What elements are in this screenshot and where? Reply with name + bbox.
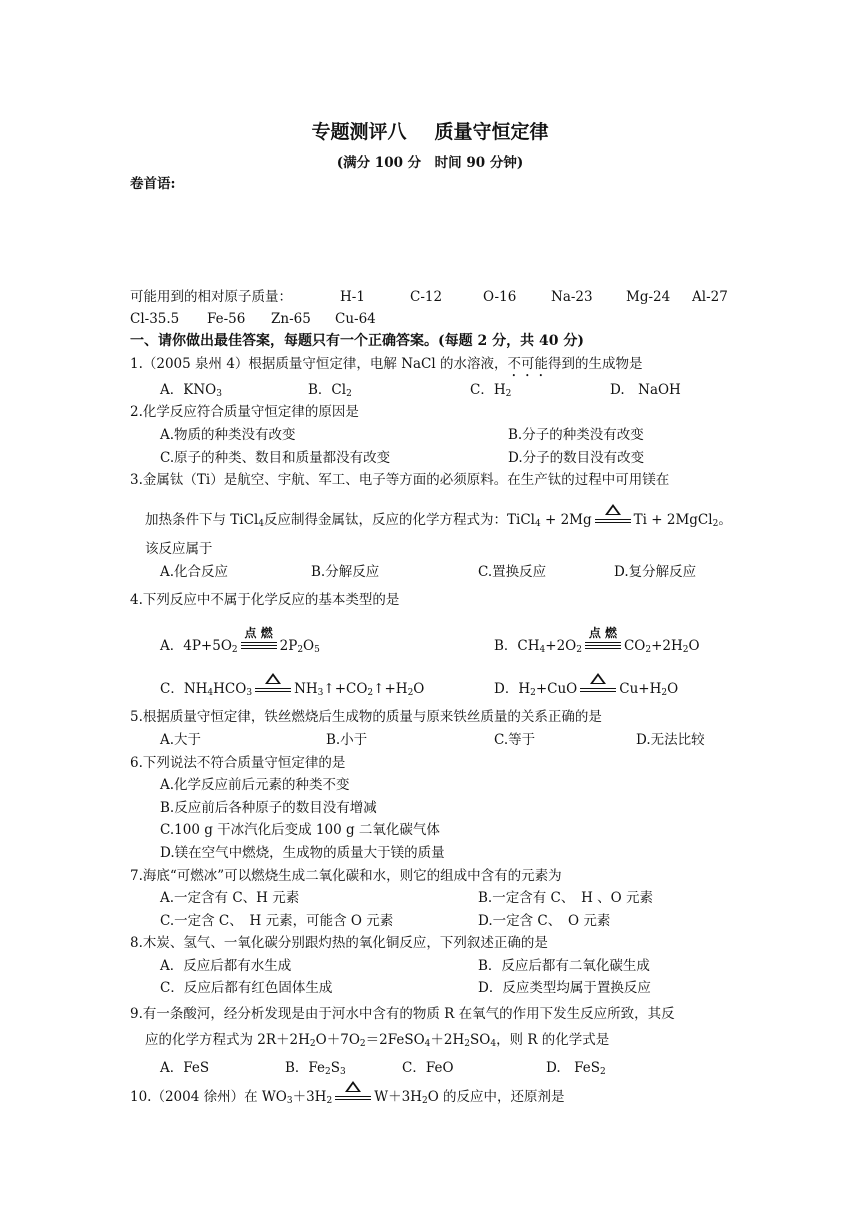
- question-9-option-c: C．FeO: [402, 1060, 454, 1076]
- atomic-mass-h: H-1: [340, 289, 365, 305]
- heating-triangle-icon: [590, 673, 606, 684]
- atomic-mass-mg: Mg-24: [626, 289, 671, 305]
- title-topic-name: 质量守恒定律: [434, 121, 549, 143]
- ignition-condition-sign: 点 燃: [239, 636, 279, 652]
- atomic-mass-na: Na-23: [551, 289, 593, 305]
- question-5-option-c: C.等于: [494, 732, 536, 748]
- question-3-option-d: D.复分解反应: [614, 564, 697, 580]
- question-2-stem: 2.化学反应符合质量守恒定律的原因是: [130, 404, 359, 420]
- question-6-option-a: A.化学反应前后元素的种类不变: [160, 777, 350, 793]
- question-8-option-b: B．反应后都有二氧化碳生成: [478, 958, 650, 974]
- heating-triangle-icon: [265, 673, 281, 684]
- question-5-option-a: A.大于: [160, 732, 202, 748]
- question-5-stem: 5.根据质量守恒定律，铁丝燃烧后生成物的质量与原来铁丝质量的关系正确的是: [130, 709, 602, 725]
- heating-triangle-icon: [605, 504, 621, 515]
- question-4-option-b: B．$CH_4+2O_2$ 点 燃 $CO_2+2H_2O$: [494, 626, 700, 655]
- question-8-option-a: A．反应后都有水生成: [160, 958, 292, 974]
- question-3-stem-line3: 该反应属于: [145, 541, 213, 557]
- question-9-option-a: A．FeS: [160, 1060, 210, 1076]
- question-8-stem: 8.木炭、氢气、一氧化碳分别跟灼热的氧化铜反应，下列叙述正确的是: [130, 935, 548, 951]
- question-6-option-d: D.镁在空气中燃烧，生成物的质量大于镁的质量: [160, 845, 445, 861]
- atomic-mass-cu: Cu-64: [335, 311, 376, 327]
- ignition-condition-sign: 点 燃: [583, 636, 623, 652]
- section-heading: 一、请你做出最佳答案，每题只有一个正确答案。(每题 2 分，共 40 分): [130, 333, 584, 349]
- question-9-stem-line1: 9.有一条酸河，经分析发现是由于河水中含有的物质 R 在氧气的作用下发生反应所致，其反: [130, 1006, 675, 1022]
- question-7-option-a: A.一定含有 C、H 元素: [160, 890, 300, 906]
- question-8-option-c: C．反应后都有红色固体生成: [160, 980, 333, 996]
- question-5-option-b: B.小于: [326, 732, 368, 748]
- question-1-option-c: C．$H_2$: [470, 382, 512, 399]
- question-7-option-b: B.一定含有 C、 H 、O 元素: [478, 890, 654, 906]
- question-3-stem-line1: 3.金属钛（Ti）是航空、宇航、军工、电子等方面的必须原料。在生产钛的过程中可用镁在: [130, 472, 670, 488]
- emphasis-dotted-word: 不可能: [507, 356, 548, 372]
- question-3-option-b: B.分解反应: [311, 564, 380, 580]
- heating-condition-sign: [593, 510, 633, 526]
- heating-condition-sign: [578, 679, 618, 695]
- question-2-option-d: D.分子的数目没有改变: [508, 450, 645, 466]
- page-subtitle: (满分 100 分 时间 90 分钟): [336, 155, 524, 171]
- question-1-option-a: A．$KNO_3$: [160, 382, 222, 399]
- question-3-stem-line2: 加热条件下与 TiCl$_4$反应制得金属钛，反应的化学方程式为：TiCl$_4$ + 2Mg Ti + 2MgCl$_2$。: [145, 510, 732, 528]
- question-3-option-c: C.置换反应: [478, 564, 547, 580]
- question-5-option-d: D.无法比较: [636, 732, 705, 748]
- atomic-mass-o: O-16: [483, 289, 517, 305]
- question-1-option-d: D. NaOH: [610, 382, 681, 398]
- title-topic-number: 专题测评八: [311, 121, 407, 143]
- question-6-option-c: C.100 g 干冰汽化后变成 100 g 二氧化碳气体: [160, 822, 440, 838]
- question-2-option-b: B.分子的种类没有改变: [508, 427, 644, 443]
- question-4-stem: 4.下列反应中不属于化学反应的基本类型的是: [130, 592, 400, 608]
- atomic-mass-label: 可能用到的相对原子质量：: [130, 289, 292, 305]
- atomic-mass-c: C-12: [410, 289, 443, 305]
- atomic-mass-cl: Cl-35.5: [130, 311, 180, 327]
- question-9-stem-line2: 应的化学方程式为 $2R+2H_2O+7O_2=2FeSO_4+2H_2SO_4$，则 R 的化学式是: [145, 1032, 610, 1049]
- atomic-mass-al: Al-27: [692, 289, 728, 305]
- question-7-option-d: D.一定含 C、 O 元素: [478, 913, 611, 929]
- page-title: [0, 117, 860, 144]
- question-10-stem: 10.（2004 徐州）在 $WO_3+3H_2$ $W+3H_2O$ 的反应中，还原剂是: [130, 1087, 565, 1105]
- question-8-option-d: D．反应类型均属于置换反应: [478, 980, 651, 996]
- question-2-option-a: A.物质的种类没有改变: [160, 427, 296, 443]
- preface-label: 卷首语:: [130, 176, 176, 192]
- heating-triangle-icon: [345, 1081, 361, 1092]
- atomic-mass-zn: Zn-65: [271, 311, 311, 327]
- question-6-option-b: B.反应前后各种原子的数目没有增减: [160, 800, 377, 816]
- question-3-option-a: A.化合反应: [160, 564, 229, 580]
- question-1-stem: 1.（2005 泉州 4）根据质量守恒定律，电解 NaCl 的水溶液，不可能得到的生成物是: [130, 356, 643, 372]
- question-7-option-c: C.一定含 C、 H 元素，可能含 O 元素: [160, 913, 394, 929]
- question-1-option-b: B．$Cl_2$: [308, 382, 352, 399]
- question-2-option-c: C.原子的种类、数目和质量都没有改变: [160, 450, 391, 466]
- question-4-option-d: D．$H_2+CuO$ $Cu+H_2O$: [494, 679, 678, 697]
- heating-condition-sign: [333, 1087, 373, 1103]
- heating-condition-sign: [253, 679, 293, 695]
- question-4-option-a: A．$4P+5O_2$ 点 燃 $2P_2O_5$: [160, 626, 320, 655]
- atomic-mass-fe: Fe-56: [207, 311, 246, 327]
- question-9-option-b: B．$Fe_2S_3$: [285, 1060, 346, 1077]
- question-4-option-c: C．$NH_4HCO_3$ $NH_3↑+CO_2↑+H_2O$: [160, 679, 424, 697]
- question-7-stem: 7.海底“可燃冰”可以燃烧生成二氧化碳和水，则它的组成中含有的元素为: [130, 868, 562, 884]
- question-6-stem: 6.下列说法不符合质量守恒定律的是: [130, 755, 346, 771]
- question-9-option-d: D. FeS$_2$: [546, 1060, 606, 1077]
